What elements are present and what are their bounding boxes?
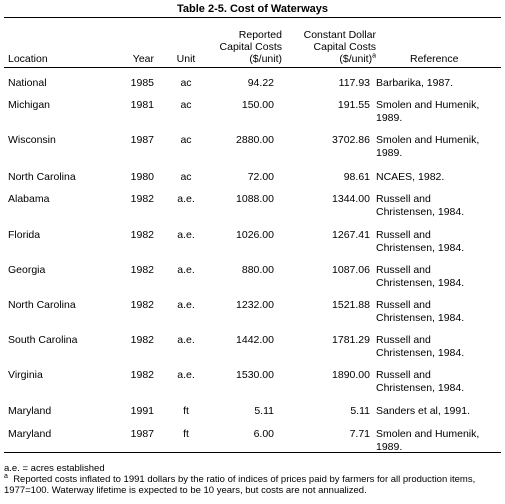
reference-line: Christensen, 1984. <box>376 277 465 289</box>
cell-year: 1991 <box>130 405 154 417</box>
bottom-rule <box>4 452 501 453</box>
cell-constant: 1521.88 <box>332 299 370 311</box>
cell-year: 1982 <box>130 264 154 276</box>
cell-reported: 1232.00 <box>236 299 274 311</box>
table-row <box>0 229 505 259</box>
cell-constant: 1267.41 <box>332 229 370 241</box>
cell-reported: 6.00 <box>253 428 274 440</box>
header-constant-line: Capital Costs <box>313 41 376 53</box>
cell-unit: ac <box>180 171 192 183</box>
cell-constant: 1344.00 <box>332 193 370 205</box>
header-constant <box>282 29 376 65</box>
cell-location: North Carolina <box>8 299 76 311</box>
cell-reported: 150.00 <box>241 99 274 111</box>
reference-line: Russell and <box>376 264 431 276</box>
header-reported-line: Capital Costs <box>219 41 282 53</box>
table-row <box>0 299 505 329</box>
cell-unit: a.e. <box>177 193 195 205</box>
cell-location: Alabama <box>8 193 50 205</box>
cell-reported: 5.11 <box>254 405 274 417</box>
reference-line: Smolen and Humenik, <box>376 428 480 440</box>
footnote-note-marker: a <box>4 472 8 480</box>
table-title: Table 2-5. Cost of Waterways <box>177 3 328 15</box>
cell-reference <box>376 405 504 418</box>
table-row <box>0 334 505 364</box>
cell-reported: 1088.00 <box>236 193 274 205</box>
reference-line: Russell and <box>376 334 431 346</box>
header-rule <box>4 67 501 68</box>
cell-year: 1985 <box>130 77 154 89</box>
cell-reported: 2880.00 <box>236 134 274 146</box>
cell-reference <box>376 299 504 325</box>
cell-reported: 880.00 <box>241 264 274 276</box>
reference-line: 1989. <box>376 112 403 124</box>
table-row <box>0 369 505 399</box>
cell-reference <box>376 428 504 454</box>
reference-line: 1989. <box>376 147 403 159</box>
footnote-abbrev: a.e. = acres established <box>4 463 105 474</box>
top-rule <box>4 17 501 18</box>
cell-unit: a.e. <box>177 334 195 346</box>
cell-unit: a.e. <box>177 264 195 276</box>
reference-line: Sanders et al, 1991. <box>376 405 470 417</box>
cell-year: 1980 <box>130 171 154 183</box>
reference-line: Christensen, 1984. <box>376 242 465 254</box>
cell-constant: 5.11 <box>350 405 370 417</box>
cell-location: Michigan <box>8 99 51 111</box>
reference-line: Russell and <box>376 369 431 381</box>
header-constant-line: Constant Dollar <box>303 29 376 41</box>
header-reported-line: Reported <box>238 29 282 41</box>
table-row <box>0 428 505 458</box>
cell-location: Maryland <box>8 405 52 417</box>
cell-year: 1982 <box>130 334 154 346</box>
reference-line: NCAES, 1982. <box>376 171 445 183</box>
cell-year: 1982 <box>130 369 154 381</box>
cell-reference <box>376 264 504 290</box>
header-reference: Reference <box>410 53 459 65</box>
cell-location: Maryland <box>8 428 52 440</box>
table-row <box>0 193 505 223</box>
cell-unit: ac <box>180 77 192 89</box>
table-row <box>0 264 505 294</box>
cell-reference <box>376 134 504 160</box>
cell-reference <box>376 229 504 255</box>
cell-unit: a.e. <box>177 369 195 381</box>
cell-reference <box>376 99 504 125</box>
cell-constant: 7.71 <box>349 428 370 440</box>
footnote-note <box>4 474 501 496</box>
cell-unit: a.e. <box>177 229 195 241</box>
cell-reference <box>376 77 504 90</box>
reference-line: Christensen, 1984. <box>376 347 465 359</box>
footnote-note-text: Reported costs inflated to 1991 dollars by the ratio of indices of prices paid by farmers for all production items, 1977=100. Waterway lifetime is expected to be 10 years, but costs are not annualized. <box>4 474 476 496</box>
reference-line: Russell and <box>376 299 431 311</box>
cell-year: 1982 <box>130 229 154 241</box>
reference-line: Russell and <box>376 193 431 205</box>
cell-reported: 72.00 <box>247 171 274 183</box>
cell-unit: ft <box>183 428 189 440</box>
cell-constant: 1890.00 <box>332 369 370 381</box>
cell-constant: 98.61 <box>343 171 370 183</box>
cell-year: 1982 <box>130 299 154 311</box>
footnote-marker: a <box>372 52 376 60</box>
cell-location: Virginia <box>8 369 43 381</box>
cell-constant: 117.93 <box>338 77 370 89</box>
table-row <box>0 134 505 164</box>
cell-reported: 94.22 <box>247 77 274 89</box>
reference-line: Christensen, 1984. <box>376 382 465 394</box>
cell-location: Wisconsin <box>8 134 56 146</box>
header-constant-unit: ($/unit) <box>339 53 373 65</box>
cell-location: South Carolina <box>8 334 78 346</box>
cell-reference <box>376 171 504 184</box>
header-year: Year <box>132 53 154 65</box>
cell-year: 1981 <box>130 99 154 111</box>
cell-unit: ac <box>180 99 192 111</box>
cell-unit: ac <box>180 134 192 146</box>
cell-reported: 1026.00 <box>236 229 274 241</box>
cell-constant: 191.55 <box>337 99 370 111</box>
header-unit: Unit <box>176 53 196 65</box>
reference-line: Smolen and Humenik, <box>376 134 480 146</box>
cell-unit: ft <box>183 405 189 417</box>
reference-line: Russell and <box>376 229 431 241</box>
cell-constant: 3702.86 <box>332 134 370 146</box>
cell-location: Florida <box>8 229 41 241</box>
cell-location: National <box>8 77 47 89</box>
cell-year: 1987 <box>130 428 154 440</box>
cell-year: 1987 <box>130 134 154 146</box>
cell-unit: a.e. <box>177 299 195 311</box>
header-location: Location <box>8 53 48 65</box>
cell-reported: 1442.00 <box>236 334 274 346</box>
cell-location: Georgia <box>8 264 46 276</box>
cell-reference <box>376 193 504 219</box>
cell-reference <box>376 369 504 395</box>
cell-constant: 1087.06 <box>332 264 370 276</box>
reference-line: Smolen and Humenik, <box>376 99 480 111</box>
cell-year: 1982 <box>130 193 154 205</box>
header-reported <box>196 29 282 65</box>
table-row <box>0 99 505 129</box>
cell-reference <box>376 334 504 360</box>
reference-line: Barbarika, 1987. <box>376 77 454 89</box>
reference-line: Christensen, 1984. <box>376 206 465 218</box>
header-reported-line: ($/unit) <box>249 53 282 65</box>
cell-reported: 1530.00 <box>236 369 274 381</box>
cell-constant: 1781.29 <box>332 334 370 346</box>
cell-location: North Carolina <box>8 171 76 183</box>
reference-line: Christensen, 1984. <box>376 312 465 324</box>
reference-line: 1989. <box>376 441 403 453</box>
header-constant-line <box>282 53 376 65</box>
